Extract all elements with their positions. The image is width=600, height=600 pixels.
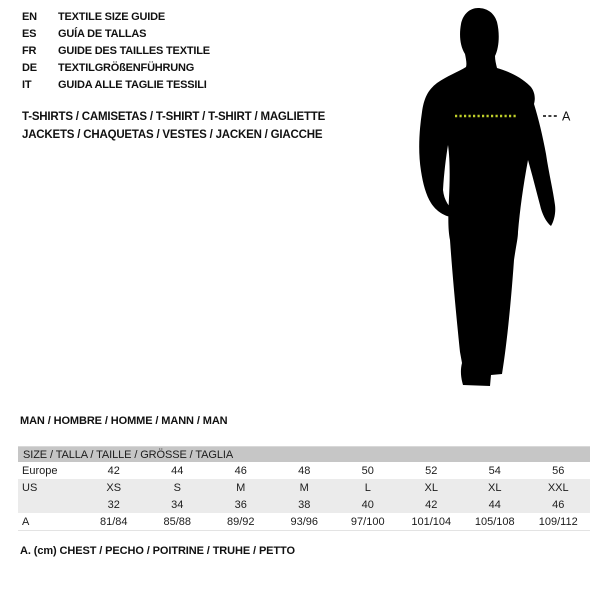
language-row-en — [22, 8, 210, 25]
language-title: GUÍA DE TALLAS — [58, 27, 147, 40]
language-title: GUIDE DES TAILLES TEXTILE — [58, 44, 210, 57]
language-row-it — [22, 77, 210, 94]
cell: 42 — [107, 464, 120, 477]
category-tshirts: T-SHIRTS / CAMISETAS / T-SHIRT / T-SHIRT / MAGLIETTE — [22, 111, 326, 123]
man-silhouette — [419, 8, 555, 386]
cell: 34 — [146, 496, 210, 513]
cell: S — [146, 479, 210, 496]
cell: 36 — [209, 496, 273, 513]
measurement-footnote: A. (cm) CHEST / PECHO / POITRINE / TRUHE / PETTO — [20, 545, 295, 557]
cell: L — [336, 479, 400, 496]
cell: XS — [82, 479, 146, 496]
garment-categories — [22, 109, 325, 144]
cell: 81/84 — [99, 515, 128, 528]
language-code: IT — [22, 79, 32, 92]
cell: 85/88 — [163, 515, 192, 528]
cell: 46 — [527, 496, 591, 513]
size-table-header: SIZE / TALLA / TAILLE / GRÖSSE / TAGLIA — [18, 447, 590, 462]
cell: 48 — [298, 464, 311, 477]
cell: XL — [463, 479, 527, 496]
row-label: Europe — [22, 464, 58, 477]
row-label: US — [18, 479, 82, 496]
cell: 42 — [400, 496, 464, 513]
measurement-label-a: A — [562, 109, 571, 124]
language-row-es — [22, 25, 210, 42]
cell: 109/112 — [538, 515, 578, 528]
language-code: DE — [22, 62, 37, 75]
cell: 50 — [361, 464, 374, 477]
cell: 89/92 — [226, 515, 255, 528]
cell: 38 — [273, 496, 337, 513]
cell: 46 — [234, 464, 247, 477]
size-table — [18, 446, 590, 531]
language-code: FR — [22, 44, 37, 57]
cell: M — [209, 479, 273, 496]
row-label: A — [22, 515, 30, 528]
category-jackets: JACKETS / CHAQUETAS / VESTES / JACKEN / GIACCHE — [22, 128, 323, 141]
cell: 56 — [552, 464, 565, 477]
cell: 97/100 — [350, 515, 385, 528]
language-title: TEXTILE SIZE GUIDE — [58, 10, 166, 23]
language-code: ES — [22, 27, 37, 40]
language-row-de — [22, 60, 210, 77]
row-label — [18, 496, 82, 513]
language-row-fr — [22, 42, 210, 59]
language-code: EN — [22, 10, 37, 23]
cell: 93/96 — [290, 515, 319, 528]
cell: 32 — [82, 496, 146, 513]
cell: 44 — [171, 464, 184, 477]
table-row-europe — [18, 462, 590, 479]
language-title-list — [22, 8, 210, 94]
table-row-us-letters — [18, 479, 590, 496]
cell: M — [273, 479, 337, 496]
man-silhouette-figure — [390, 2, 575, 400]
cell: 54 — [488, 464, 501, 477]
cell: 52 — [425, 464, 438, 477]
cell: 40 — [336, 496, 400, 513]
cell: XXL — [527, 479, 591, 496]
cell: 105/108 — [474, 515, 515, 528]
language-title: GUIDA ALLE TAGLIE TESSILI — [58, 79, 207, 92]
cell: 101/104 — [411, 515, 452, 528]
table-row-chest-a — [18, 513, 590, 530]
cell: XL — [400, 479, 464, 496]
language-title: TEXTILGRÖßENFÜHRUNG — [58, 62, 195, 75]
cell: 44 — [463, 496, 527, 513]
table-row-us-numbers — [18, 496, 590, 513]
section-title-man: MAN / HOMBRE / HOMME / MANN / MAN — [20, 415, 228, 427]
size-table-header-row — [18, 447, 590, 462]
